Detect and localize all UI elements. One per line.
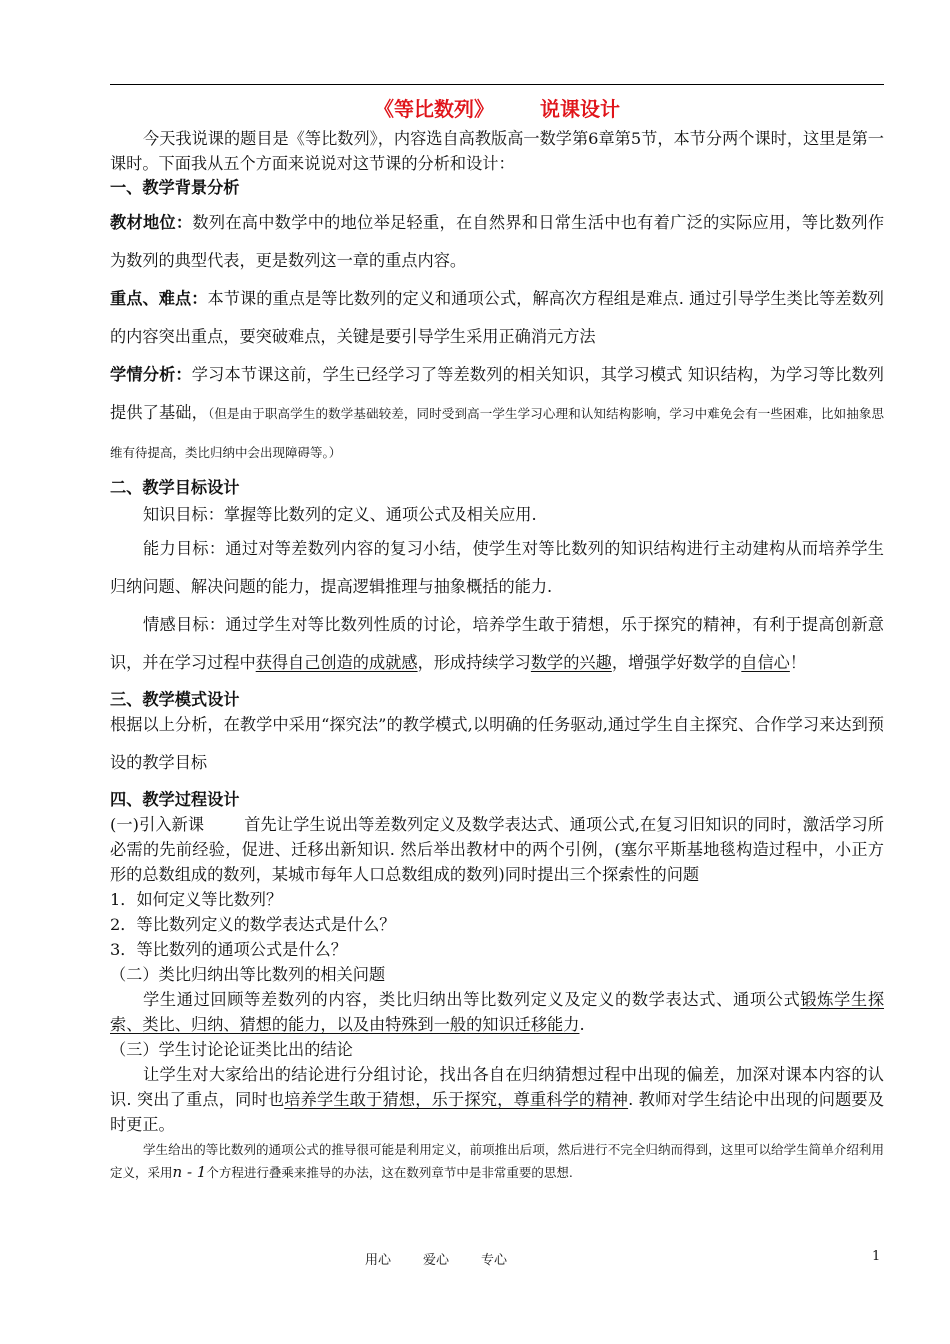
- question-3: 3．等比数列的通项公式是什么？: [110, 940, 347, 959]
- question-2: 2．等比数列定义的数学表达式是什么？: [110, 915, 396, 934]
- step-2-text: 学生通过回顾等差数列的内容，类比归纳出等比数列定义及定义的数学表达式、通项公式: [143, 990, 801, 1009]
- textbook-status-text: 数列在高中数学中的地位举足轻重，在自然界和日常生活中也有着广泛的实际应用，等比数列作为数列的典型代表，更是数列这一章的重点内容。: [110, 213, 885, 270]
- title-book: 《等比数列》: [374, 97, 494, 121]
- intro-new-lesson-paragraph: [110, 812, 884, 887]
- section-4-heading: 四、教学过程设计: [110, 790, 240, 809]
- student-analysis-label: 学情分析：: [110, 365, 192, 384]
- note-formula: n - 1: [172, 1163, 207, 1181]
- step-3-text-a: 让学生对大家给出的结论进行分组讨论，找出各自在归纳猜想过程中出现的偏差，加深对课本内容的认识. 突出了重点，同时也: [110, 1065, 884, 1109]
- intro-paragraph: 今天我说课的题目是《等比数列》，内容选自高教版高一数学第6章第5节，本节分两个课时，这里是第一课时。下面我从五个方面来说说对这节课的分析和设计：: [110, 129, 884, 173]
- step-1-label: (一)引入新课: [110, 815, 205, 834]
- step-2-label: （二）类比归纳出等比数列的相关问题: [110, 965, 386, 984]
- emotion-text-b: ，形成持续学习: [417, 653, 531, 672]
- step-2-end: .: [579, 1015, 585, 1034]
- section-1-heading: 一、教学背景分析: [110, 178, 240, 197]
- ability-goal: 能力目标：通过对等差数列内容的复习小结，使学生对等比数列的知识结构进行主动建构从而培养学生归纳问题、解决问题的能力，提高逻辑推理与抽象概括的能力.: [110, 539, 884, 596]
- student-analysis-text: 学习本节课这前，学生已经学习了等差数列的相关知识，其学习模式 知识结构，为学习等比数列提供了基础，: [110, 365, 884, 422]
- page-footer: [0, 1249, 950, 1271]
- note-text-a: 学生给出的等比数列的通项公式的推导很可能是利用定义，前项推出后项，然后进行不完全归纳而得到，这里可以给学生简单介绍利用定义，采用: [110, 1142, 884, 1180]
- emotion-underline-1: 获得自己创造的成就感: [255, 653, 418, 672]
- step-3-underline: 培养学生敢于猜想，乐于探究，尊重科学的精神: [284, 1090, 629, 1109]
- emotion-underline-2: 数学的兴趣: [530, 653, 612, 672]
- header-rule: [110, 84, 884, 85]
- key-points-label: 重点、难点：: [110, 289, 208, 308]
- student-analysis-note: （但是由于职高学生的数学基础较差，同时受到高一学生学习心理和认知结构影响，学习中难免会有一些困难，比如抽象思维有待提高，类比归纳中会出现障碍等。）: [110, 406, 884, 460]
- step-2-paragraph: [110, 987, 884, 1037]
- footer-motto-3: 专心: [481, 1253, 508, 1268]
- emotion-underline-3: 自信心: [741, 653, 790, 672]
- note-text-b: 个方程进行叠乘来推导的办法，这在数列章节中是非常重要的思想.: [206, 1165, 573, 1180]
- emotion-text-a: 情感目标：通过学生对等比数列性质的讨论，培养学生敢于猜想，乐于探究的精神，有利于提高创新意识，并在学习过程中: [110, 615, 884, 672]
- knowledge-goal: 知识目标：掌握等比数列的定义、通项公式及相关应用.: [143, 505, 537, 524]
- footer-motto: [365, 1249, 539, 1268]
- document-title: [110, 92, 884, 126]
- title-kind: 说课设计: [540, 97, 620, 121]
- section-3-heading: 三、教学模式设计: [110, 690, 240, 709]
- emotion-text-d: ！: [789, 653, 807, 672]
- footer-motto-1: 用心: [365, 1253, 392, 1268]
- student-analysis-paragraph: [110, 356, 884, 472]
- step-3-label: （三）学生讨论论证类比出的结论: [110, 1040, 353, 1059]
- key-points-paragraph: [110, 280, 884, 356]
- step-3-text-b: . 教师对学生结论中出现的问题要及时更正。: [110, 1090, 884, 1134]
- emotion-goal: [110, 606, 884, 682]
- emotion-text-c: ，增强学好数学的: [611, 653, 742, 672]
- step-3-paragraph: [110, 1062, 884, 1137]
- document-body: [110, 92, 884, 1184]
- key-points-text: 本节课的重点是等比数列的定义和通项公式，解高次方程组是难点. 通过引导学生类比等差数列的内容突出重点，要突破难点，关键是要引导学生采用正确消元方法: [110, 289, 884, 346]
- section-2-heading: 二、教学目标设计: [110, 478, 240, 497]
- step-2-underline: 锻炼学生探索、类比、归纳、猜想的能力，以及由特殊到一般的知识迁移能力: [110, 990, 885, 1034]
- question-1: 1．如何定义等比数列？: [110, 890, 283, 909]
- footer-motto-2: 爱心: [423, 1253, 450, 1268]
- step-1-text: 首先让学生说出等差数列定义及数学表达式、通项公式,在复习旧知识的同时，激活学习所必需的先前经验，促进、迁移出新知识. 然后举出教材中的两个引例，(塞尔平斯基地毯构造过程中，小正方形的总数组成的数列，某城市每年人口总数组成的数列)同时提出三个探索性的问题: [110, 815, 884, 884]
- textbook-status-label: 教材地位：: [110, 213, 193, 232]
- page-number: 1: [872, 1249, 881, 1264]
- teaching-mode-paragraph: 根据以上分析，在教学中采用“探究法”的教学模式,以明确的任务驱动,通过学生自主探究、合作学习来达到预设的教学目标: [110, 715, 884, 772]
- derivation-note: [110, 1139, 884, 1184]
- textbook-status-paragraph: [110, 204, 884, 280]
